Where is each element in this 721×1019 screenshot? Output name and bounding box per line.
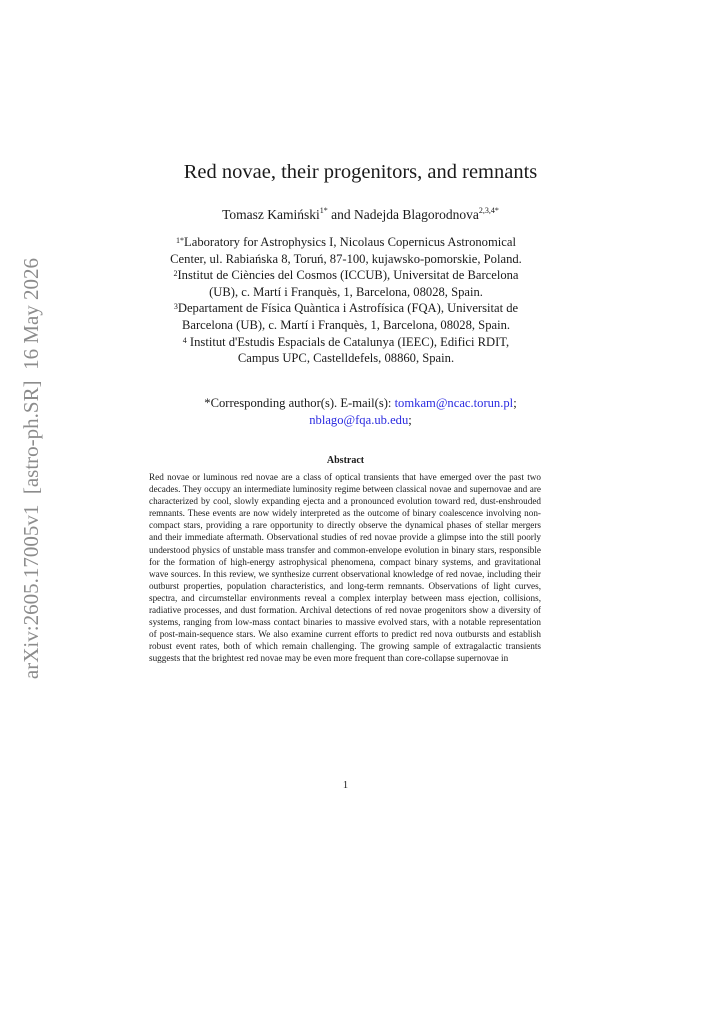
- affiliation: [140, 334, 552, 351]
- affiliation: [140, 234, 552, 251]
- abstract-heading: Abstract: [326, 455, 365, 466]
- affiliations: [140, 234, 552, 367]
- affiliation-superscript: 3: [173, 302, 178, 312]
- affiliation-superscript: 1*: [176, 236, 185, 245]
- email-link[interactable]: tomkam@ncac.torun.pl: [394, 396, 514, 410]
- affiliation-line: Departament de Física Quàntica i Astrofísica (FQA), Universitat de: [177, 301, 519, 316]
- paper-title: Red novae, their progenitors, and remnants: [183, 161, 538, 183]
- separator: ;: [513, 396, 517, 410]
- affiliation: [140, 267, 552, 284]
- author-list: [0, 207, 721, 223]
- correspondence-label: *Corresponding author(s). E-mail(s):: [204, 396, 395, 410]
- author-name: Tomasz Kamiński: [222, 207, 320, 222]
- email-link[interactable]: nblago@fqa.ub.edu: [309, 412, 409, 427]
- arxiv-identifier: arXiv:2605.17005v1 [astro-ph.SR] 16 May 2026: [19, 257, 44, 679]
- abstract-body: [149, 471, 541, 665]
- abstract-text: Red novae or luminous red novae are a class of optical transients that have emerged over the past two decades. They occupy an intermediate luminosity regime between classical novae and supernovae and are characterized by cool, slowly expanding ejecta and a pronounced evolution toward red, dust-enshrouded remnants. These events are now widely interpreted as the outcome of binary coalescence involving non-compact stars, providing a rare opportunity to directly observe the dynamical phases of stellar mergers and their immediate aftermath. Observational studies of red novae provide a glimpse into the still poorly understood physics of unstable mass transfer and common-envelope evolution in binary stars, responsible for the formation of high-energy astrophysical phenomena, compact binary systems, and gravitational wave sources. In this review, we synthesize current observational knowledge of red novae, including their outburst properties, population characteristics, and long-term remnants. Observations of light curves, spectra, and circumstellar environments reveal a complex interplay between mass ejection, collisions, radiative processes, and dust formation. Archival detections of red novae progenitors show a diversity of systems, ranging from low-mass contact binaries to massive evolved stars, with a notable representation of post-main-sequence stars. We also examine current efforts to predict red nova outbursts and establish robust event rates, both of which remain challenging. The growing sample of extragalactic transients suggests that the brightest red novae may be even more frequent than core-collapse supernovae in: [149, 472, 541, 664]
- affiliation-line: Institut de Ciències del Cosmos (ICCUB), Universitat de Barcelona: [177, 268, 519, 283]
- affiliation-line: Laboratory for Astrophysics I, Nicolaus Copernicus Astronomical: [184, 235, 516, 249]
- affiliation-line: Barcelona (UB), c. Martí i Franquès, 1, Barcelona, 08028, Spain.: [181, 317, 511, 332]
- author-conjunction: and: [327, 207, 355, 222]
- separator: ;: [408, 412, 412, 427]
- correspondence: [0, 395, 721, 428]
- author-name: Nadejda Blagorodnova: [354, 207, 479, 222]
- affiliation-superscript: 4: [182, 335, 187, 345]
- author-superscript: 1*: [319, 206, 328, 215]
- affiliation-line: Campus UPC, Castelldefels, 08860, Spain.: [237, 351, 455, 366]
- affiliation-line: Institut d'Estudis Espacials de Catalunya (IEEC), Edifici RDIT,: [186, 334, 510, 349]
- author-superscript: 2,3,4*: [478, 206, 499, 215]
- affiliation: [140, 300, 552, 317]
- page-number: 1: [342, 780, 349, 791]
- affiliation-superscript: 2: [173, 269, 178, 279]
- affiliation-line: (UB), c. Martí i Franquès, 1, Barcelona, 08028, Spain.: [209, 284, 483, 299]
- affiliation-line: Center, ul. Rabiańska 8, Toruń, 87-100, kujawsko-pomorskie, Poland.: [170, 251, 522, 266]
